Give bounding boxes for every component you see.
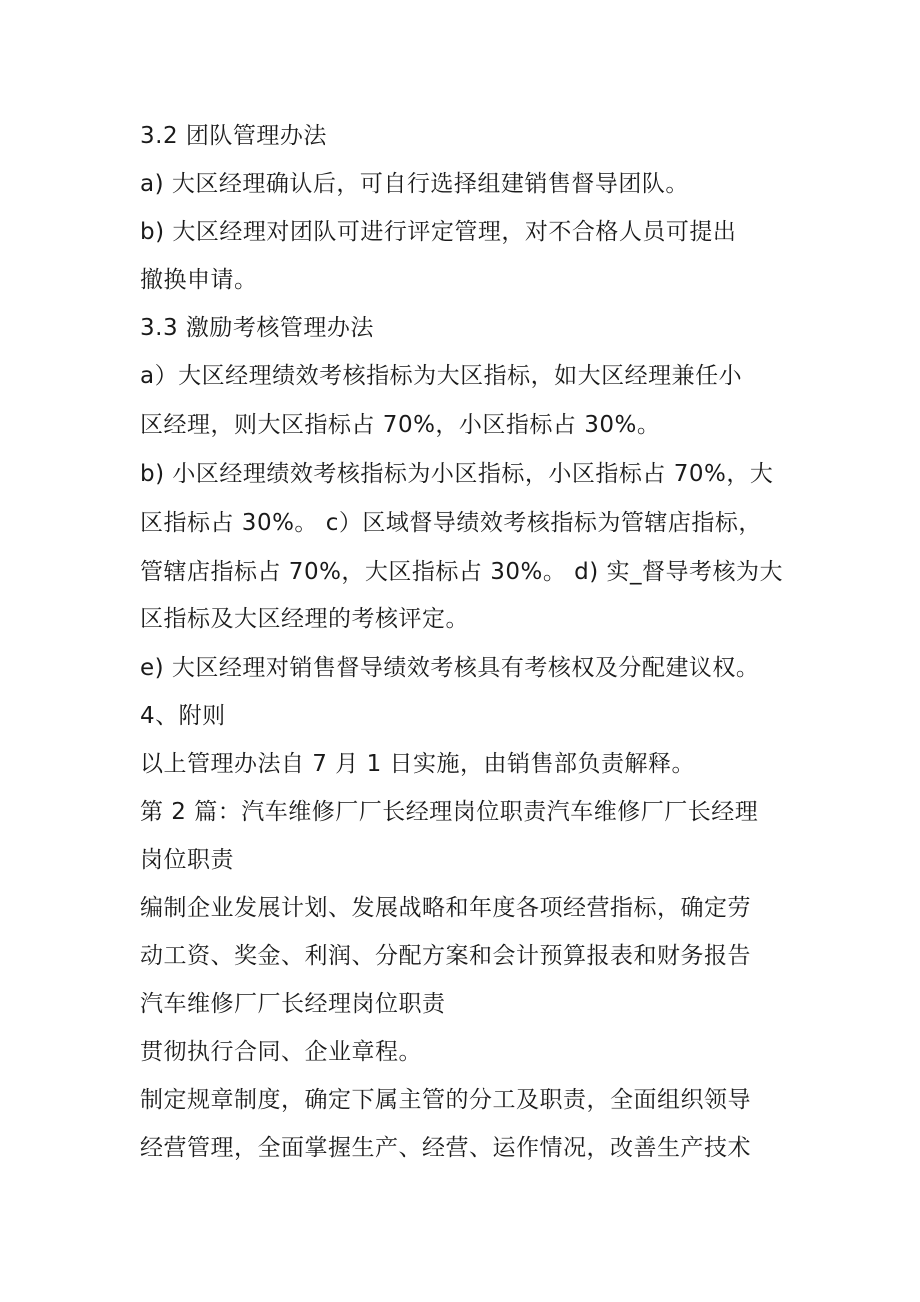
paragraph-line: 撤换申请。	[140, 267, 258, 293]
paragraph-line: 贯彻执行合同、企业章程。	[140, 1039, 422, 1065]
paragraph-line: 以上管理办法自 7 月 1 日实施，由销售部负责解释。	[140, 751, 696, 777]
section-heading-incentive-assessment: 3.3 激励考核管理办法	[140, 315, 374, 341]
article-heading-continued: 岗位职责	[140, 847, 234, 873]
paragraph-line: a）大区经理绩效考核指标为大区指标，如大区经理兼任小	[140, 363, 743, 389]
paragraph-line: a) 大区经理确认后，可自行选择组建销售督导团队。	[140, 171, 689, 197]
paragraph-line: 汽车维修厂厂长经理岗位职责	[140, 991, 446, 1017]
paragraph-line: 区指标及大区经理的考核评定。	[140, 606, 469, 632]
paragraph-line: 经营管理，全面掌握生产、经营、运作情况，改善生产技术	[140, 1135, 751, 1161]
section-heading-team-management: 3.2 团队管理办法	[140, 123, 327, 149]
paragraph-line: b) 大区经理对团队可进行评定管理，对不合格人员可提出	[140, 219, 737, 245]
paragraph-line: 管辖店指标占 70%，大区指标占 30%。 d) 实_督导考核为大	[140, 559, 784, 585]
paragraph-line: 区经理，则大区指标占 70%，小区指标占 30%。	[140, 412, 661, 438]
section-heading-appendix: 4、附则	[140, 703, 226, 729]
paragraph-line: 动工资、奖金、利润、分配方案和会计预算报表和财务报告	[140, 943, 751, 969]
paragraph-line: 制定规章制度，确定下属主管的分工及职责，全面组织领导	[140, 1087, 751, 1113]
article-heading: 第 2 篇：汽车维修厂厂长经理岗位职责汽车维修厂厂长经理	[140, 799, 759, 825]
paragraph-line: 区指标占 30%。 c）区域督导绩效考核指标为管辖店指标，	[140, 510, 762, 536]
paragraph-line: e) 大区经理对销售督导绩效考核具有考核权及分配建议权。	[140, 655, 760, 681]
paragraph-line: 编制企业发展计划、发展战略和年度各项经营指标，确定劳	[140, 895, 751, 921]
paragraph-line: b) 小区经理绩效考核指标为小区指标，小区指标占 70%，大	[140, 461, 774, 487]
